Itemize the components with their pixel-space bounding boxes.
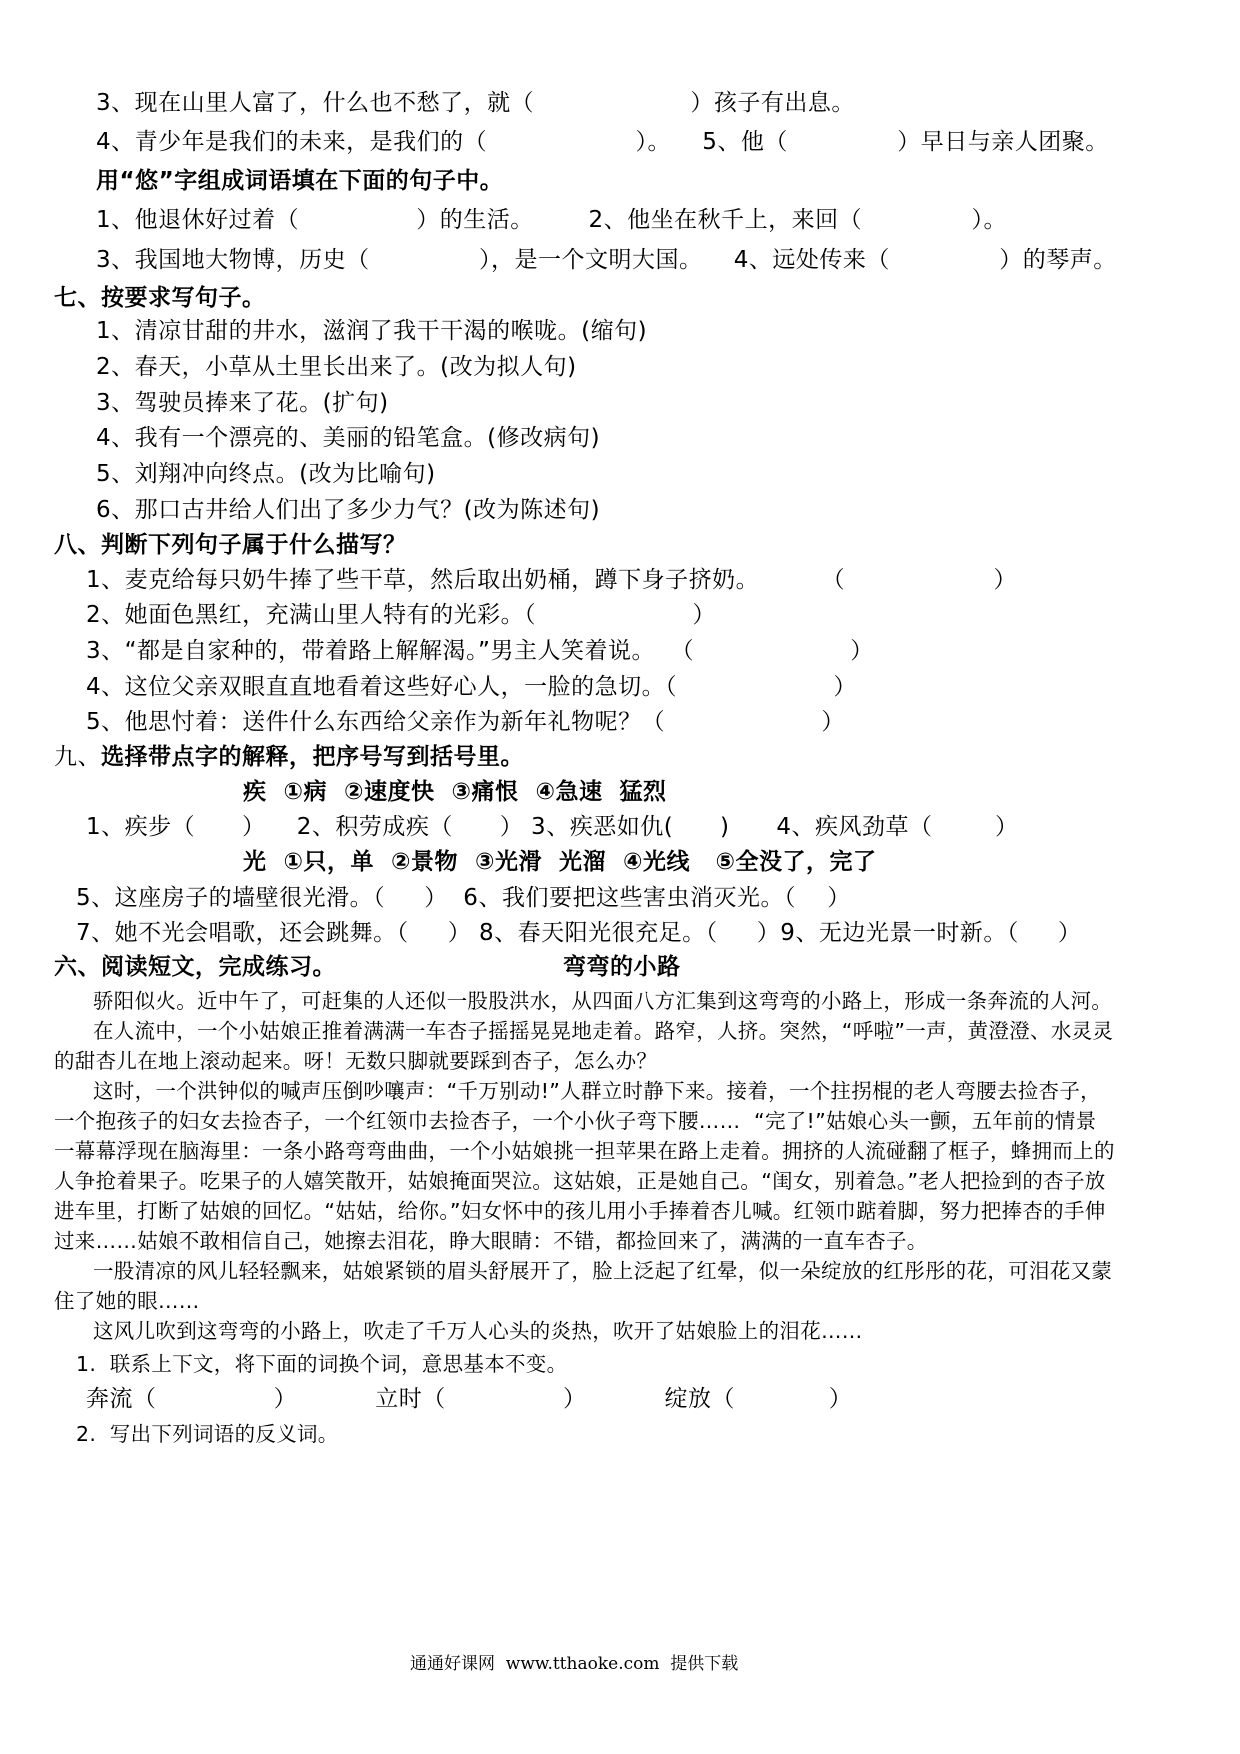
section-7-item-2: 2、春天，小草从土里长出来了。(改为拟人句) [96, 354, 577, 380]
question-1-prompt: 1. 联系上下文，将下面的词换个词，意思基本不变。 [76, 1352, 568, 1376]
section-8-item-2: 2、她面色黑红，充满山里人特有的光彩。（ ） [86, 602, 716, 628]
passage-line-5: 一个抱孩子的妇女去捡杏子，一个红领巾去捡杏子，一个小伙子弯下腰…… “完了!”姑娘心头一颤，五年前的情景 [54, 1109, 1097, 1133]
passage-line-11: 住了她的眼…… [54, 1289, 200, 1313]
passage-line-10: 一股清凉的风儿轻轻飘来，姑娘紧锁的眉头舒展开了，脸上泛起了红晕，似一朵绽放的红彤彤的花，可泪花又蒙 [93, 1259, 1113, 1283]
passage-title: 弯弯的小路 [563, 954, 681, 980]
section-7-item-3: 3、驾驶员捧来了花。(扩句) [96, 390, 389, 416]
question-1-words: 奔流（ ） 立时（ ） 绽放（ ） [86, 1386, 853, 1412]
passage-line-2: 在人流中，一个小姑娘正推着满满一车杏子摇摇晃晃地走着。路窄，人挤。突然，“呼啦”一声，黄澄澄、水灵灵 [93, 1019, 1114, 1043]
section-9-heading-text: 选择带点字的解释，把序号写到括号里。 [101, 744, 524, 770]
guang-items-line-2: 7、她不光会唱歌，还会跳舞。（ ） 8、春天阳光很充足。（ ）9、无边光景一时新。（ ） [76, 920, 1082, 946]
ji-items: 1、疾步（ ） 2、积劳成疾（ ） 3、疾恶如仇( ) 4、疾风劲草（ ） [86, 814, 1019, 840]
passage-line-8: 进车里，打断了姑娘的回忆。“姑姑，给你。”妇女怀中的孩儿用小手捧着杏儿喊。红领巾踮着脚，努力把捧杏的手伸 [54, 1199, 1106, 1223]
passage-line-12: 这风儿吹到这弯弯的小路上，吹走了千万人心头的炎热，吹开了姑娘脸上的泪花…… [93, 1319, 863, 1343]
ji-definitions: 疾 ①病 ②速度快 ③痛恨 ④急速 猛烈 [243, 779, 667, 805]
section-8-item-5: 5、他思忖着：送件什么东西给父亲作为新年礼物呢？（ ） [86, 709, 845, 735]
footer-credit: 通通好课网 www.tthaoke.com 提供下载 [410, 1654, 739, 1674]
passage-line-9: 过来……姑娘不敢相信自己，她擦去泪花，睁大眼睛：不错，都捡回来了，满满的一直车杏子。 [54, 1229, 928, 1253]
passage-line-7: 人争抢着果子。吃果子的人嬉笑散开，姑娘掩面哭泣。这姑娘，正是她自己。“闺女，别着急。”老人把捡到的杏子放 [54, 1169, 1106, 1193]
you-section-heading: 用“悠”字组成词语填在下面的句子中。 [96, 168, 504, 194]
guang-definitions: 光 ①只，单 ②景物 ③光滑 光溜 ④光线 ⑤全没了，完了 [243, 849, 877, 875]
passage-line-4: 这时，一个洪钟似的喊声压倒吵嚷声：“千万别动!”人群立时静下来。接着，一个拄拐棍的老人弯腰去捡杏子， [93, 1079, 1101, 1103]
section-7-item-6: 6、那口古井给人们出了多少力气？(改为陈述句) [96, 497, 601, 523]
fill-blank-line-4: 4、青少年是我们的未来，是我们的（ ）。 5、他（ ）早日与亲人团聚。 [96, 129, 1109, 155]
you-question-1-2: 1、他退休好过着（ ）的生活。 2、他坐在秋千上，来回（ ）。 [96, 207, 1007, 233]
section-9-heading [54, 742, 524, 772]
passage-line-1: 骄阳似火。近中午了，可赶集的人还似一股股洪水，从四面八方汇集到这弯弯的小路上，形成一条奔流的人河。 [93, 989, 1113, 1013]
guang-items-line-1: 5、这座房子的墙壁很光滑。（ ） 6、我们要把这些害虫消灭光。（ ） [76, 885, 851, 911]
section-7-item-4: 4、我有一个漂亮的、美丽的铅笔盒。(修改病句) [96, 425, 601, 451]
question-2-prompt: 2. 写出下列词语的反义词。 [76, 1422, 339, 1446]
passage-line-6: 一幕幕浮现在脑海里：一条小路弯弯曲曲，一个小姑娘挑一担苹果在路上走着。拥挤的人流碰翻了框子，蜂拥而上的 [54, 1139, 1115, 1163]
section-7-item-5: 5、刘翔冲向终点。(改为比喻句) [96, 461, 436, 487]
section-8-item-1: 1、麦克给每只奶牛捧了些干草，然后取出奶桶，蹲下身子挤奶。 （ ） [86, 567, 1018, 593]
section-7-item-1: 1、清凉甘甜的井水，滋润了我干干渴的喉咙。(缩句) [96, 318, 648, 344]
section-8-heading: 八、判断下列句子属于什么描写？ [54, 532, 407, 558]
section-8-item-4: 4、这位父亲双眼直直地看着这些好心人，一脸的急切。（ ） [86, 674, 857, 700]
passage-line-3: 的甜杏儿在地上滚动起来。呀！无数只脚就要踩到杏子，怎么办？ [54, 1049, 658, 1073]
fill-blank-line-3: 3、现在山里人富了，什么也不愁了，就（ ）孩子有出息。 [96, 90, 855, 116]
section-8-item-3: 3、“都是自家种的，带着路上解解渴。”男主人笑着说。 （ ） [86, 638, 874, 664]
section-6-heading: 六、阅读短文，完成练习。 [54, 954, 336, 980]
you-question-3-4: 3、我国地大物博，历史（ ），是一个文明大国。 4、远处传来（ ）的琴声。 [96, 247, 1117, 273]
section-9-number: 九、 [54, 744, 101, 770]
section-7-heading: 七、按要求写句子。 [54, 285, 266, 311]
